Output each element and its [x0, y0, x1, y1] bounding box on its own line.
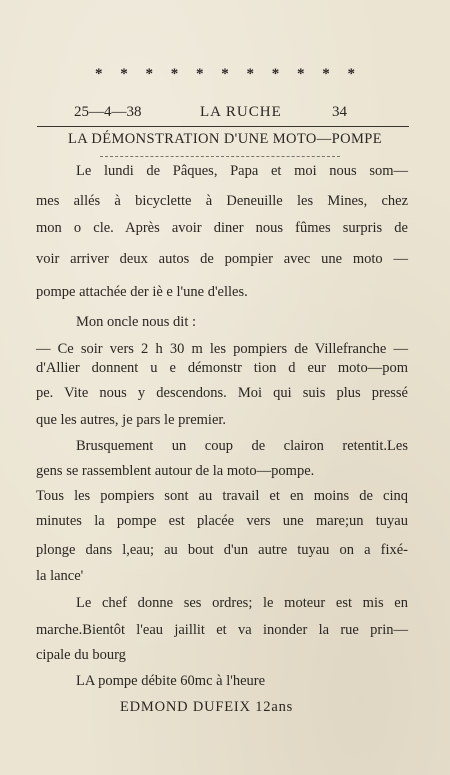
text-line: Mon oncle nous dit :: [76, 314, 197, 330]
text-line: Brusquement un coup de clairon retentit.Les: [76, 438, 408, 454]
star-ornament-row: [95, 66, 355, 83]
text-line: Tous les pompiers sont au travail et en moins de cinq: [36, 488, 408, 504]
star-ornament: *: [246, 66, 254, 82]
text-line: d'Allier donnent u e démonstr tion d eur moto—pom: [36, 360, 408, 376]
star-ornament: *: [322, 66, 330, 82]
issue-date: 25—4—38: [74, 104, 142, 120]
text-line: voir arriver deux autos de pompier avec une moto —: [36, 251, 408, 267]
title-underline: [100, 156, 340, 157]
author-signature: EDMOND DUFEIX 12ans: [120, 699, 294, 715]
text-line: la lance': [36, 568, 84, 584]
article-title: LA DÉMONSTRATION D'UNE MOTO—POMPE: [67, 131, 383, 147]
text-line: Le chef donne ses ordres; le moteur est mis en: [76, 595, 408, 611]
star-ornament: *: [170, 66, 179, 82]
text-line: LA pompe débite 60mc à l'heure: [76, 673, 266, 689]
star-ornament: *: [145, 66, 153, 82]
text-line: gens se rassemblent autour de la moto—pompe.: [36, 463, 315, 479]
text-line: que les autres, je pars le premier.: [36, 412, 227, 428]
star-ornament: *: [297, 66, 305, 82]
text-line: marche.Bientôt l'eau jaillit et va inonder la rue prin—: [36, 622, 408, 638]
star-ornament: *: [221, 66, 229, 82]
text-line: cipale du bourg: [36, 647, 126, 663]
star-ornament: *: [120, 66, 128, 82]
header-rule: [37, 126, 409, 127]
text-line: mon o cle. Après avoir diner nous fûmes surpris de: [36, 220, 408, 236]
text-line: mes allés à bicyclette à Deneuille les Mines, chez: [36, 193, 408, 209]
text-line: Le lundi de Pâques, Papa et moi nous som—: [76, 163, 408, 179]
star-ornament: *: [347, 66, 355, 82]
text-line: plonge dans l,eau; au bout d'un autre tuyau on a fixé-: [36, 542, 408, 558]
text-line: — Ce soir vers 2 h 30 m les pompiers de Villefranche —: [36, 341, 408, 357]
page-number: 34: [332, 104, 347, 120]
publication-title: LA RUCHE: [200, 104, 282, 120]
star-ornament: *: [196, 66, 204, 82]
text-line: minutes la pompe est placée vers une mare;un tuyau: [36, 513, 408, 529]
text-line: pe. Vite nous y descendons. Moi qui suis plus pressé: [36, 385, 408, 401]
star-ornament: *: [271, 66, 280, 82]
running-header: [74, 104, 374, 124]
star-ornament: *: [95, 66, 103, 82]
text-line: pompe attachée der iè e l'une d'elles.: [36, 284, 248, 300]
